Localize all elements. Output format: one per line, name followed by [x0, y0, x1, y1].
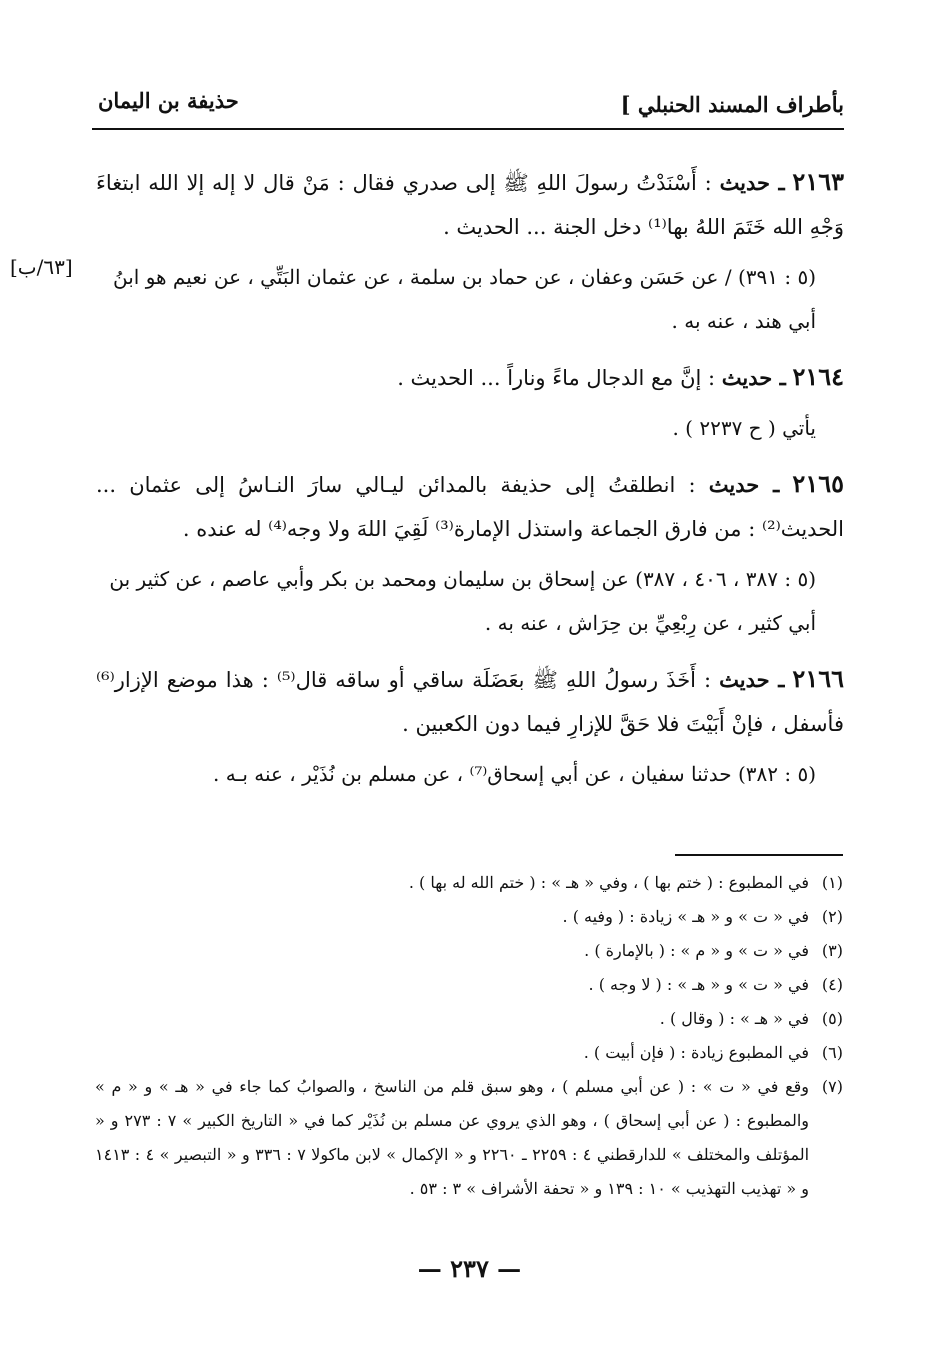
footnote — [95, 1036, 843, 1070]
hadith-source: (٥ : ٣٩١) / عن حَسَن وعفان ، عن حماد بن سلمة ، عن عثمان البَتِّي ، عن نعيم هو ابنُ أبي هند ، عنه به . — [112, 265, 816, 333]
hadith-keyword: حديث — [719, 667, 770, 692]
hadith-text: : انطلقتُ إلى حذيفة بالمدائن ليـالي سارَ النـاسُ إلى عثمان ... الحديث⁽²⁾ : من فارق الجماعة واستذل الإمارة⁽³⁾ لَقِيَ اللهَ ولا وجه⁽⁴⁾ له عنده . — [96, 473, 844, 541]
footnote-text: في المطبوع : ( ختم بها ) ، وفي « هـ » : ( ختم الله له بها ) . — [408, 873, 809, 892]
hadith-text: : أَسْنَدْتُ رسولَ اللهِ ﷺ إلى صدري فقال : مَنْ قال لا إله إلا الله ابتغاءَ وَجْهِ الله خَتَمَ اللهُ بها⁽¹⁾ دخل الجنة ... الحديث . — [96, 171, 844, 239]
running-head-book-title: بأطراف المسند الحنبلي ] — [620, 92, 844, 117]
footnote-number: (٧) — [821, 1077, 843, 1096]
page-number: — ٢٣٧ — — [417, 1254, 522, 1283]
footnote-text: وقع في « ت » : ( عن أبي مسلم ) ، وهو سبق قلم من الناسخ ، والصوابُ كما جاء في « هـ » و « م » والمطبوع : ( عن أبي إسحاق ) ، وهو الذي يروي عن مسلم بن نُذَيْر كما في « التاريخ الكبير » ٧ : ٢٧٣ و « المؤتلف والمختلف » للدارقطني ٤ : ٢٢٥٩ ـ ٢٢٦٠ و « الإكمال » لابن ماكولا ٧ : ٣٣٦ و « التبصير » ٤ : ١٤١٣ و « تهذيب التهذيب » ١٠ : ١٣٩ و « تحفة الأشراف » ٣ : ٥٣ . — [95, 1077, 810, 1198]
hadith-entry — [96, 462, 844, 645]
hadith-text-block: ٢١٦٥ ـ حديث : انطلقتُ إلى حذيفة بالمدائن ليـالي سارَ النـاسُ إلى عثمان ... الحديث⁽²⁾ : من فارق الجماعة واستذل الإمارة⁽³⁾ لَقِيَ اللهَ ولا وجه⁽⁴⁾ له عنده . — [96, 469, 844, 541]
footnote-separator — [675, 854, 843, 856]
hadith-entries — [10, 160, 844, 808]
hadith-keyword: حديث — [708, 472, 760, 497]
hadith-text: : أَخَذَ رسولُ اللهِ ﷺ بعَضَلَة ساقي أو ساقه قال⁽⁵⁾ : هذا موضع الإزار⁽⁶⁾ فأسفل ، فإنْ أَبَيْتَ فلا حَقَّ للإزارِ فيما دون الكعبين . — [96, 668, 844, 736]
footnote — [95, 934, 843, 968]
footnote-text: في المطبوع زيادة : ( فإن أبيت ) . — [583, 1043, 809, 1062]
hadith-text-block: ٢١٦٦ ـ حديث : أَخَذَ رسولُ اللهِ ﷺ بعَضَلَة ساقي أو ساقه قال⁽⁵⁾ : هذا موضع الإزار⁽⁶⁾ فأسفل ، فإنْ أَبَيْتَ فلا حَقَّ للإزارِ فيما دون الكعبين . — [96, 664, 844, 736]
footnote-text: في « ت » و « هـ » : ( لا وجه ) . — [588, 975, 809, 994]
hadith-entry — [96, 657, 844, 796]
hadith-source: (٥ : ٣٨٢) حدثنا سفيان ، عن أبي إسحاق⁽⁷⁾ ، عن مسلم بن نُذَيْر ، عنه بـه . — [213, 762, 816, 786]
footnote-number: (٥) — [821, 1009, 843, 1028]
hadith-number: ٢١٦٣ — [792, 167, 844, 196]
footnote-number: (٦) — [821, 1043, 843, 1062]
footnote — [95, 968, 843, 1002]
footnote — [95, 1070, 843, 1206]
footnote-text: في « ت » و « هـ » زيادة : ( وفيه ) . — [562, 907, 809, 926]
footnote — [95, 866, 843, 900]
hadith-number: ٢١٦٥ — [792, 469, 844, 498]
hadith-entry — [10, 160, 844, 343]
hadith-text-block: ٢١٦٣ ـ حديث : أَسْنَدْتُ رسولَ اللهِ ﷺ إلى صدري فقال : مَنْ قال لا إله إلا الله ابتغاءَ وَجْهِ الله خَتَمَ اللهُ بها⁽¹⁾ دخل الجنة ... الحديث . — [96, 167, 844, 239]
footnote-text: في « ت » و « م » : ( بالإمارة ) . — [584, 941, 809, 960]
hadith-text: : إنَّ مع الدجال ماءً وناراً ... الحديث . — [397, 366, 716, 390]
footnote-number: (٣) — [821, 941, 843, 960]
footnote-number: (٤) — [821, 975, 843, 994]
hadith-keyword: حديث — [719, 170, 771, 195]
hadith-text-block: ٢١٦٤ ـ حديث : إنَّ مع الدجال ماءً وناراً ... الحديث . — [397, 362, 844, 391]
manuscript-folio-marker: [٦٣/ب] — [10, 255, 73, 279]
footnote-text: في « هـ » : ( وقال ) . — [659, 1009, 809, 1028]
running-head-chapter-title: حذيفة بن اليمان — [98, 88, 239, 113]
hadith-number: ٢١٦٤ — [792, 362, 844, 391]
hadith-source: (٥ : ٣٨٧ ، ٤٠٦ ، ٣٨٧) عن إسحاق بن سليمان ومحمد بن بكر وأبي عاصم ، عن كثير بن أبي كثير ، عن رِبْعِيِّ بن حِرَاش ، عنه به . — [109, 567, 816, 635]
hadith-keyword: حديث — [721, 365, 773, 390]
running-head — [92, 88, 844, 130]
hadith-entry — [96, 355, 844, 450]
footnote — [95, 1002, 843, 1036]
footnotes — [95, 866, 843, 1206]
footnote — [95, 900, 843, 934]
hadith-number: ٢١٦٦ — [792, 664, 844, 693]
hadith-source: يأتي ( ح ٢٢٣٧ ) . — [672, 416, 816, 440]
footnote-number: (١) — [821, 873, 843, 892]
footnote-number: (٢) — [821, 907, 843, 926]
